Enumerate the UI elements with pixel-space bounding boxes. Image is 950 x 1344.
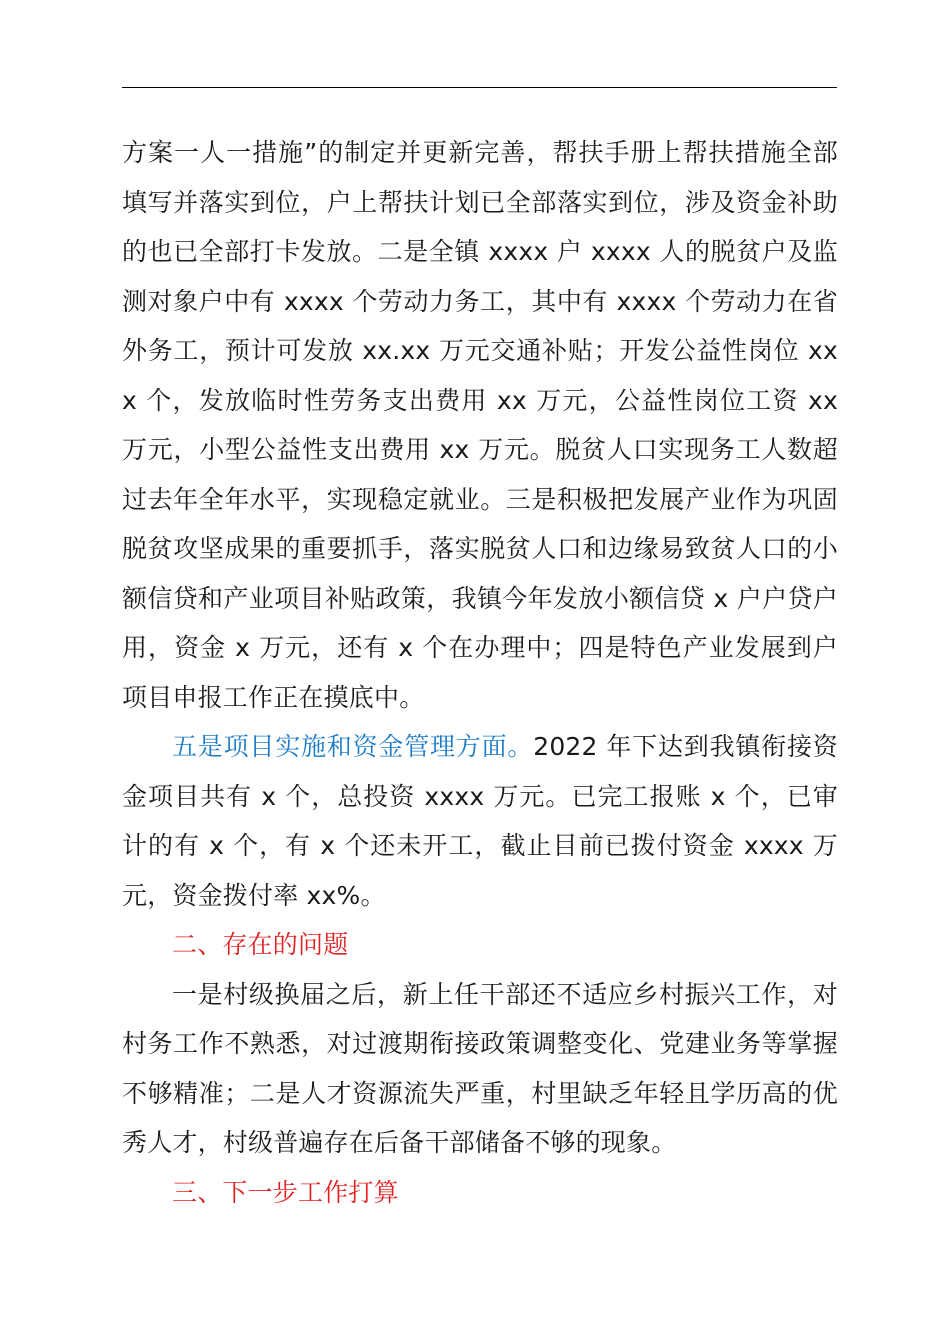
header-rule bbox=[122, 87, 837, 88]
document-body bbox=[122, 128, 838, 1217]
paragraph-continued-measures: 方案一人一措施”的制定并更新完善，帮扶手册上帮扶措施全部填写并落实到位，户上帮扶计划已全部落实到位，涉及资金补助的也已全部打卡发放。二是全镇 xxxx 户 xxxx 人的脱贫户及监测对象户中有 xxxx 个劳动力务工，其中有 xxxx 个劳动力在省外务工，预计可发放 xx.xx 万元交通补贴；开发公益性岗位 xxx 个，发放临时性劳务支出费用 xx 万元，公益性岗位工资 xx 万元，小型公益性支出费用 xx 万元。脱贫人口实现务工人数超过去年全年水平，实现稳定就业。三是积极把发展产业作为巩固脱贫攻坚成果的重要抓手，落实脱贫人口和边缘易致贫人口的小额信贷和产业项目补贴政策，我镇今年发放小额信贷 x 户户贷户用，资金 x 万元，还有 x 个在办理中；四是特色产业发展到户项目申报工作正在摸底中。 bbox=[122, 138, 838, 712]
paragraph-problems: 一是村级换届之后，新上任干部还不适应乡村振兴工作，对村务工作不熟悉，对过渡期衔接政策调整变化、党建业务等掌握不够精准；二是人才资源流失严重，村里缺乏年轻且学历高的优秀人才，村级普遍存在后备干部储备不够的现象。 bbox=[122, 979, 838, 1157]
paragraph-project-funds bbox=[122, 722, 838, 920]
section-heading-problems: 二、存在的问题 bbox=[172, 930, 349, 959]
paragraph-body-project-funds: 2022 年下达到我镇衔接资金项目共有 x 个，总投资 xxxx 万元。已完工报账 x 个，已审计的有 x 个，有 x 个还未开工，截止目前已拨付资金 xxxx 万元，资金拨付率 xx%。 bbox=[122, 732, 838, 910]
section-heading-next-steps: 三、下一步工作打算 bbox=[172, 1177, 399, 1207]
paragraph-lead-project-funds: 五是项目实施和资金管理方面。 bbox=[172, 732, 534, 761]
